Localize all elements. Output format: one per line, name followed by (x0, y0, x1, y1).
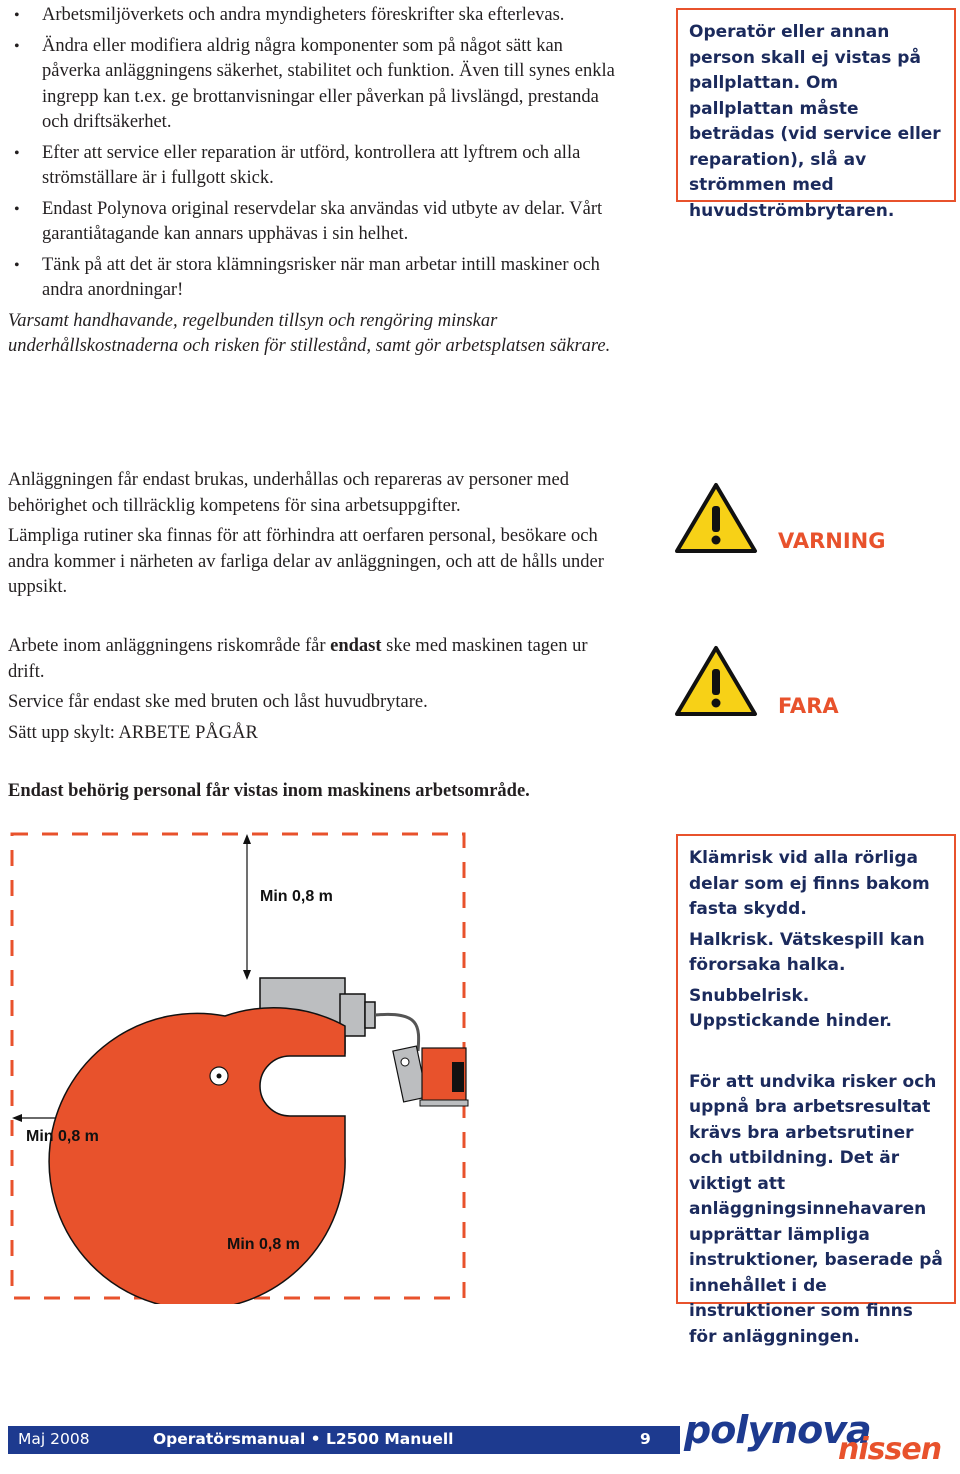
nissen-logo: nissen (838, 1432, 942, 1467)
paragraph-risk-area: Arbete inom anläggningens riskområde får endast ske med maskinen tagen ur drift. (8, 636, 588, 682)
paragraph-service: Service får endast ske med bruten och låst huvudbrytare. (8, 692, 428, 712)
paragraph-sign: Sätt upp skylt: ARBETE PÅGÅR (8, 722, 258, 743)
paragraph-competence: Anläggningen får endast brukas, underhållas och repareras av personer med behörighet och tillräcklig kompetens för sina arbetsuppgifter. (8, 470, 569, 516)
risk-area-section (8, 634, 624, 746)
bullet-item: • Efter att service eller reparation är utförd, kontrollera att lyftrem och alla strömställare är i fullgott skick. (14, 142, 581, 188)
footer-page-number: 9 (640, 1430, 651, 1448)
distance-label-bottom: Min 0,8 m (227, 1236, 300, 1253)
italic-maintenance-note: Varsamt handhavande, regelbunden tillsyn och rengöring minskar underhållskostnaderna och risken för stillestånd, samt gör arbetsplatsen säkrare. (8, 310, 611, 356)
bullet-icon: • (14, 256, 20, 274)
intro-section (8, 3, 618, 360)
operator-warning-text: Operatör eller annan person skall ej vistas på pallplattan. Om pallplattan måste beträdas (vid service eller reparation), slå av strömmen med huvudströmbrytaren. (689, 22, 941, 221)
authorized-personnel-line: Endast behörig personal får vistas inom maskinens arbetsområde. (8, 781, 530, 801)
polynova-logo: polynova (684, 1408, 871, 1452)
distance-label-left: Min 0,8 m (26, 1128, 99, 1145)
risk-crush-text: Klämrisk vid alla rörliga delar som ej finns bakom fasta skydd. (689, 848, 930, 919)
middle-section (8, 468, 624, 601)
distance-label-top: Min 0,8 m (260, 888, 333, 905)
bullet-icon: • (14, 37, 20, 55)
footer-title: Operatörsmanual • L2500 Manuell (153, 1430, 454, 1448)
danger-sign-icon (674, 645, 758, 717)
safety-bullet-list (8, 3, 618, 304)
warning-sign-icon (674, 482, 758, 554)
footer-date: Maj 2008 (18, 1430, 90, 1448)
operator-warning-box (676, 8, 956, 221)
routine-text: För att undvika risker och uppnå bra arbetsresultat krävs bra arbetsrutiner och utbildning. Det är viktigt att anläggningsinnehavaren upprättar lämpliga instruktioner, baserade på innehållet i de instruktioner som finns för anläggningen. (689, 1071, 943, 1347)
varning-label: VARNING (778, 529, 886, 553)
bullet-icon: • (14, 144, 20, 162)
bullet-icon: • (14, 200, 20, 218)
bullet-item: • Endast Polynova original reservdelar ska användas vid utbyte av delar. Vårt garantiåtagande kan annars upphävas i sin helhet. (14, 198, 603, 244)
bullet-item: • Ändra eller modifiera aldrig några komponenter som på något sätt kan påverka anläggningens säkerhet, stabilitet och funktion. Även till synes enkla ingrepp kan t.ex. ge brottanvisningar eller påverkan på livslängd, prestanda och driftsäkerhet. (14, 35, 615, 132)
risk-slip-text: Halkrisk. Vätskespill kan förorsaka halka. (689, 929, 925, 975)
diagram-svg (0, 826, 480, 1304)
risk-trip-text: Snubbelrisk. Uppstickande hinder. (689, 985, 892, 1031)
risk-info-box (676, 834, 956, 1347)
safety-distance-diagram (0, 826, 480, 1304)
bullet-icon: • (14, 7, 20, 24)
bullet-item: • Arbetsmiljöverkets och andra myndigheters föreskrifter ska efterlevas. (8, 3, 618, 29)
paragraph-routines: Lämpliga rutiner ska finnas för att förhindra att oerfaren personal, besökare och andra kommer i närheten av farliga delar av anläggningen, och att de hålls under uppsikt. (8, 526, 604, 597)
bullet-item: • Tänk på att det är stora klämningsrisker när man arbetar intill maskiner och andra anordningar! (14, 254, 600, 300)
fara-label: FARA (778, 694, 839, 718)
